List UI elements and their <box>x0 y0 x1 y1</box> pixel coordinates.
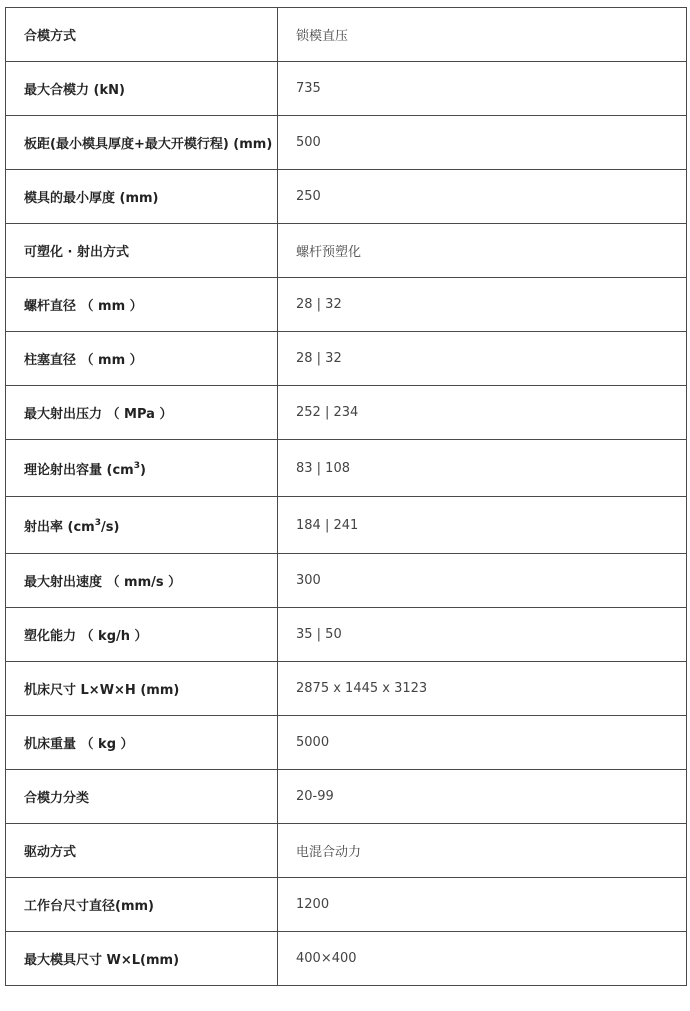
table-row <box>6 662 687 716</box>
table-row <box>6 497 687 554</box>
row-value: 5000 <box>278 716 687 770</box>
row-label: 机床尺寸 L×W×H (mm) <box>6 662 278 716</box>
row-label: 最大射出速度 （ mm/s ） <box>6 554 278 608</box>
row-value: 83 | 108 <box>278 440 687 497</box>
row-value: 735 <box>278 62 687 116</box>
row-label: 最大合模力 (kN) <box>6 62 278 116</box>
row-value: 252 | 234 <box>278 386 687 440</box>
row-label: 最大射出压力 （ MPa ） <box>6 386 278 440</box>
table-row <box>6 8 687 62</box>
row-value: 184 | 241 <box>278 497 687 554</box>
row-value: 螺杆预塑化 <box>278 224 687 278</box>
row-label-suffix: ) <box>140 462 146 478</box>
row-value: 250 <box>278 170 687 224</box>
table-row <box>6 332 687 386</box>
table-row <box>6 608 687 662</box>
table-row <box>6 116 687 170</box>
table-row <box>6 170 687 224</box>
row-label: 合模力分类 <box>6 770 278 824</box>
row-label: 模具的最小厚度 (mm) <box>6 170 278 224</box>
table-row <box>6 716 687 770</box>
row-label: 机床重量 （ kg ） <box>6 716 278 770</box>
row-label-text: 理论射出容量 (cm <box>24 462 134 478</box>
row-label: 螺杆直径 （ mm ） <box>6 278 278 332</box>
row-label: 最大模具尺寸 W×L(mm) <box>6 932 278 986</box>
row-value: 35 | 50 <box>278 608 687 662</box>
row-label <box>6 497 278 554</box>
row-value: 2875 x 1445 x 3123 <box>278 662 687 716</box>
row-label: 塑化能力 （ kg/h ） <box>6 608 278 662</box>
table-row <box>6 554 687 608</box>
row-value: 1200 <box>278 878 687 932</box>
row-value: 20-99 <box>278 770 687 824</box>
row-label-text: 射出率 (cm <box>24 519 95 535</box>
row-value: 28 | 32 <box>278 332 687 386</box>
table-row <box>6 224 687 278</box>
table-row <box>6 386 687 440</box>
row-label: 可塑化 · 射出方式 <box>6 224 278 278</box>
row-label: 驱动方式 <box>6 824 278 878</box>
table-row <box>6 932 687 986</box>
row-value: 500 <box>278 116 687 170</box>
row-label: 柱塞直径 （ mm ） <box>6 332 278 386</box>
table-row <box>6 878 687 932</box>
row-value: 400×400 <box>278 932 687 986</box>
superscript-exponent: 3 <box>133 460 140 471</box>
row-value: 28 | 32 <box>278 278 687 332</box>
row-label <box>6 440 278 497</box>
row-value: 锁模直压 <box>278 8 687 62</box>
table-row <box>6 824 687 878</box>
table-row <box>6 770 687 824</box>
table-row <box>6 440 687 497</box>
row-label-suffix: /s) <box>101 519 120 535</box>
spec-table <box>5 7 687 986</box>
table-row <box>6 62 687 116</box>
row-label: 合模方式 <box>6 8 278 62</box>
superscript-exponent: 3 <box>94 517 101 528</box>
row-label: 板距(最小模具厚度+最大开模行程) (mm) <box>6 116 278 170</box>
row-label: 工作台尺寸直径(mm) <box>6 878 278 932</box>
table-row <box>6 278 687 332</box>
row-value: 电混合动力 <box>278 824 687 878</box>
row-value: 300 <box>278 554 687 608</box>
